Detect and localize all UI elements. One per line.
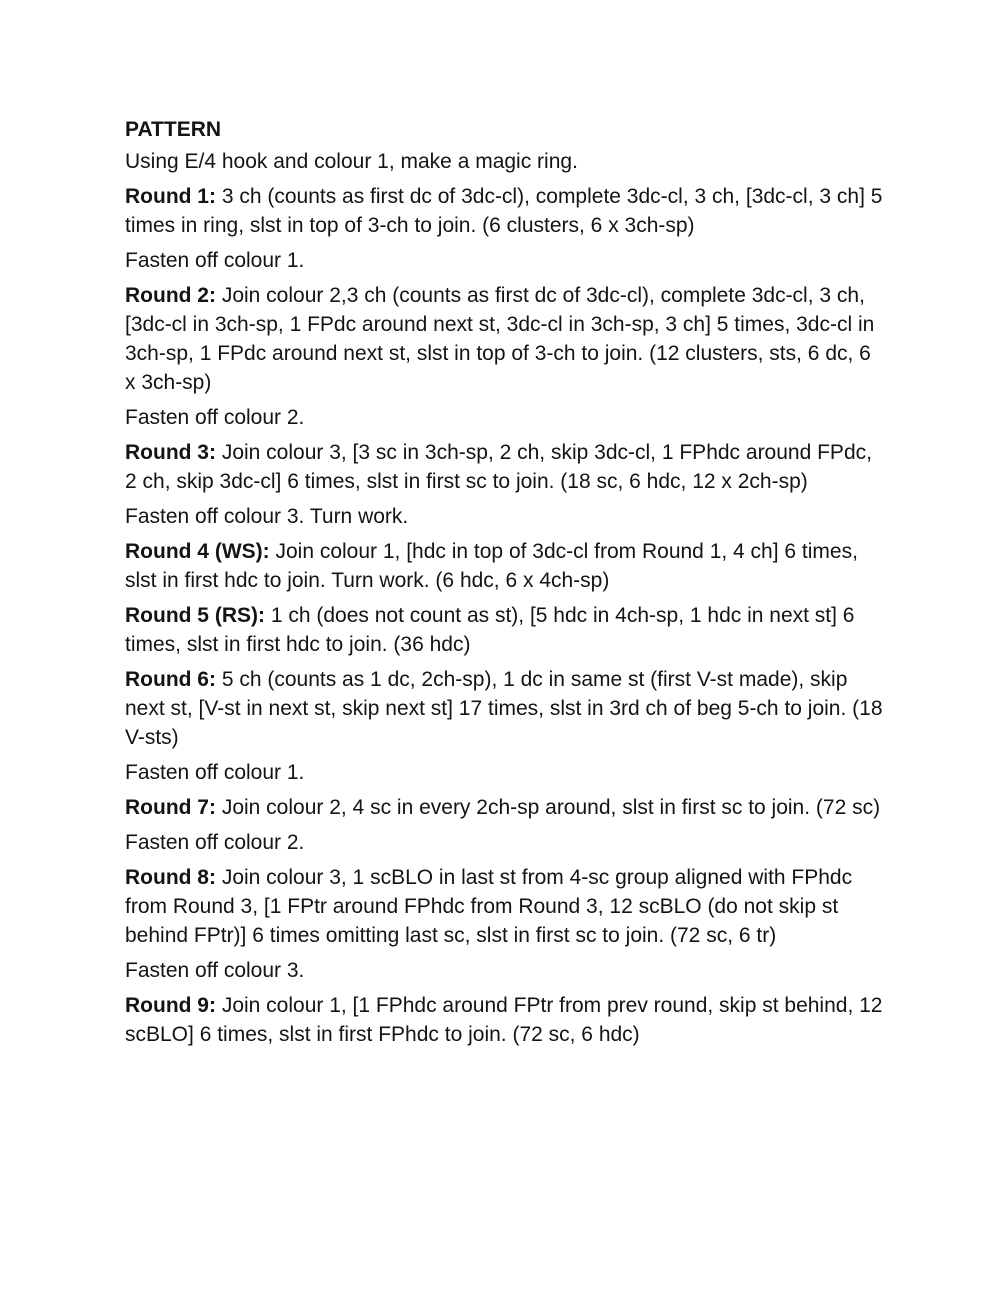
paragraph-text: Join colour 2,3 ch (counts as first dc of 3dc-cl), complete 3dc-cl, 3 ch, [3dc-cl in 3ch-sp, 1 FPdc around next st, 3dc-cl in 3ch-sp, 3 ch] 5 times, 3dc-cl in 3ch-sp, 1 FPdc around next st, slst in top of 3-ch to join. (12 clusters, sts, 6 dc, 6 x 3ch-sp) [125,284,875,394]
paragraph-text: Fasten off colour 3. [125,959,305,982]
paragraph-text: Join colour 1, [hdc in top of 3dc-cl from Round 1, 4 ch] 6 times, slst in first hdc to join. Turn work. (6 hdc, 6 x 4ch-sp) [125,540,858,592]
round-6-paragraph [125,665,885,752]
round-2-paragraph [125,281,885,397]
round-1-paragraph [125,182,885,240]
round-label: Round 9: [125,994,216,1017]
round-3-paragraph [125,438,885,496]
paragraph-text: Fasten off colour 3. Turn work. [125,505,409,528]
round-8-paragraph [125,863,885,950]
fasten-off-paragraph [125,246,885,275]
paragraph-text: Fasten off colour 1. [125,249,305,272]
round-label: Round 6: [125,668,216,691]
paragraph-text: 1 ch (does not count as st), [5 hdc in 4ch-sp, 1 hdc in next st] 6 times, slst in first hdc to join. (36 hdc) [125,604,855,656]
paragraph-text: Using E/4 hook and colour 1, make a magic ring. [125,150,578,173]
round-label: Round 8: [125,866,216,889]
paragraph-text: 3 ch (counts as first dc of 3dc-cl), complete 3dc-cl, 3 ch, [3dc-cl, 3 ch] 5 times in ring, slst in top of 3-ch to join. (6 clusters, 6 x 3ch-sp) [125,185,883,237]
paragraph-text: Join colour 1, [1 FPhdc around FPtr from prev round, skip st behind, 12 scBLO] 6 times, slst in first FPhdc to join. (72 sc, 6 hdc) [125,994,883,1046]
paragraph-text: Fasten off colour 2. [125,831,305,854]
round-7-paragraph [125,793,885,822]
fasten-off-paragraph [125,502,885,531]
fasten-off-paragraph [125,403,885,432]
paragraph-text: 5 ch (counts as 1 dc, 2ch-sp), 1 dc in same st (first V-st made), skip next st, [V-st in next st, skip next st] 17 times, slst in 3rd ch of beg 5-ch to join. (18 V-sts) [125,668,883,749]
round-label: Round 5 (RS): [125,604,265,627]
paragraph-text: Join colour 3, 1 scBLO in last st from 4-sc group aligned with FPhdc from Round 3, [1 FPtr around FPhdc from Round 3, 12 scBLO (do not skip st behind FPtr)] 6 times omitting last sc, slst in first sc to join. (72 sc, 6 tr) [125,866,853,947]
intro-paragraph [125,147,885,176]
paragraph-text: Join colour 3, [3 sc in 3ch-sp, 2 ch, skip 3dc-cl, 1 FPhdc around FPdc, 2 ch, skip 3dc-cl] 6 times, slst in first sc to join. (18 sc, 6 hdc, 12 x 2ch-sp) [125,441,872,493]
fasten-off-paragraph [125,758,885,787]
round-5-paragraph [125,601,885,659]
paragraph-text: Fasten off colour 2. [125,406,305,429]
fasten-off-paragraph [125,956,885,985]
round-label: Round 4 (WS): [125,540,270,563]
round-9-paragraph [125,991,885,1049]
round-label: Round 2: [125,284,216,307]
round-4-paragraph [125,537,885,595]
paragraph-text: Fasten off colour 1. [125,761,305,784]
round-label: Round 7: [125,796,216,819]
round-label: Round 1: [125,185,216,208]
fasten-off-paragraph [125,828,885,857]
pattern-page [125,115,885,1055]
pattern-heading: PATTERN [125,118,222,141]
round-label: Round 3: [125,441,216,464]
paragraph-text: Join colour 2, 4 sc in every 2ch-sp around, slst in first sc to join. (72 sc) [215,796,881,819]
